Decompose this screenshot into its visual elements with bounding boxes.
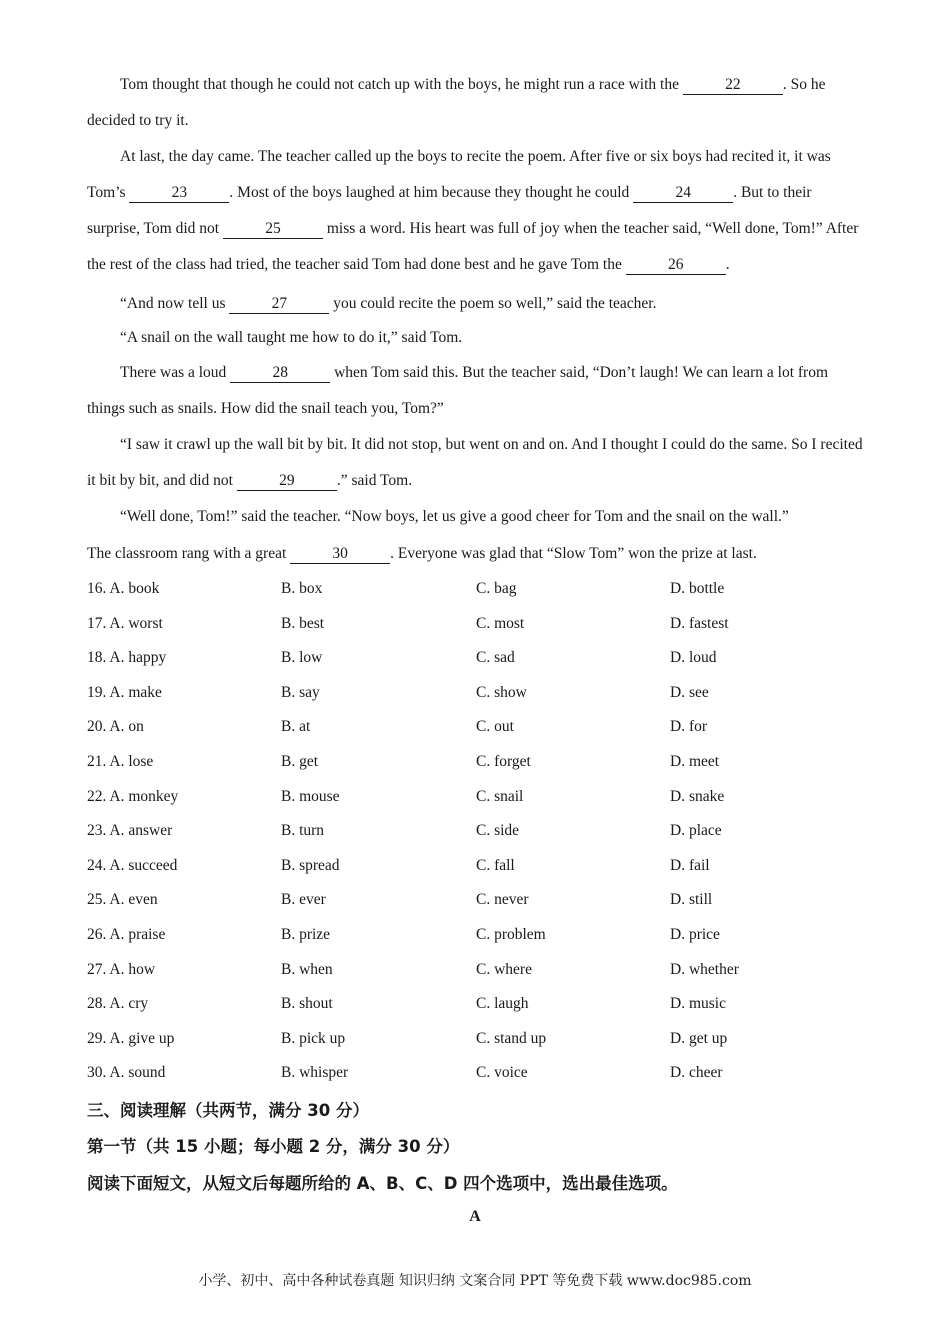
option-b: B. say [281,683,320,701]
option-row [87,1024,867,1059]
passage-paragraph-1 [87,67,867,139]
option-a: 19. A. make [87,683,162,701]
blank-24: 24 [633,184,733,203]
text: “Well done, Tom!” said the teacher. “Now boys, let us give a good cheer for Tom and the snail on the wall.” [120,508,789,525]
option-b: B. shout [281,995,333,1013]
option-c: C. stand up [476,1029,547,1047]
option-c: C. never [476,891,529,909]
option-c: C. sad [476,649,515,667]
text: There was a loud [120,364,231,381]
option-c: C. most [476,614,525,632]
option-d: D. fail [670,856,710,874]
option-c: C. voice [476,1064,528,1082]
option-row [87,782,867,817]
option-row [87,1058,867,1093]
option-row [87,574,867,609]
blank-30: 30 [290,545,390,564]
blank-26: 26 [626,256,726,275]
option-b: B. ever [281,891,326,909]
option-c: C. problem [476,925,546,943]
option-row [87,678,867,713]
option-row [87,643,867,678]
option-row [87,885,867,920]
text: “I saw it crawl up the wall bit by bit. It did not stop, but went on and on. And I thought I could do the same. So I recited it bit by bit, and did not [87,436,863,489]
option-b: B. whisper [281,1064,349,1082]
option-a: 26. A. praise [87,925,166,943]
section-instruction: 阅读下面短文，从短文后每题所给的 A、B、C、D 四个选项中，选出最佳选项。 [87,1174,678,1193]
option-c: C. out [476,718,514,736]
option-a: 23. A. answer [87,822,173,840]
option-a: 17. A. worst [87,614,163,632]
option-d: D. snake [670,787,725,805]
option-d: D. place [670,822,722,840]
option-c: C. laugh [476,995,529,1013]
text: you could recite the poem so well,” said the teacher. [329,295,657,312]
section-title: 三、阅读理解（共两节，满分 30 分） [87,1101,369,1120]
passage-paragraph-4 [87,320,867,356]
option-a: 21. A. lose [87,752,154,770]
passage-paragraph-2 [87,139,867,283]
option-a: 20. A. on [87,718,144,736]
option-d: D. still [670,891,713,909]
option-b: B. best [281,614,325,632]
option-d: D. for [670,718,708,736]
passage-paragraph-7 [87,499,867,535]
option-d: D. loud [670,649,717,667]
option-c: C. snail [476,787,524,805]
option-row [87,989,867,1024]
option-c: C. forget [476,752,531,770]
text: Tom thought that though he could not catch up with the boys, he might run a race with the [120,76,683,93]
text: when Tom said this. But the teacher said, “Don’t laugh! We can learn a lot from things such as snails. How did the snail teach you, Tom?” [87,364,829,417]
option-c: C. side [476,822,520,840]
blank-28: 28 [230,364,330,383]
option-b: B. at [281,718,311,736]
option-d: D. get up [670,1029,728,1047]
option-a: 25. A. even [87,891,158,909]
text: The classroom rang with a great [87,545,291,562]
option-row [87,955,867,990]
option-a: 16. A. book [87,580,160,597]
option-row [87,609,867,644]
option-b: B. spread [281,856,340,874]
option-b: B. turn [281,822,325,840]
option-d: D. bottle [670,580,725,597]
blank-22: 22 [683,76,783,95]
text: . But to their surprise, Tom did not [87,184,812,237]
passage-paragraph-6 [87,427,867,499]
option-c: C. show [476,683,527,701]
option-d: D. see [670,683,709,701]
passage-paragraph-8 [87,536,867,572]
blank-25: 25 [223,220,323,239]
option-d: D. fastest [670,614,729,632]
text: “And now tell us [120,295,230,312]
option-row [87,851,867,886]
option-row [87,747,867,782]
option-a: 28. A. cry [87,995,149,1013]
option-a: 22. A. monkey [87,787,179,805]
text: miss a word. His heart was full of joy when the teacher said, “Well done, Tom!” After the rest of the class had tried, the teacher said Tom had done best and he gave Tom the [87,220,859,273]
option-d: D. cheer [670,1064,723,1082]
option-d: D. meet [670,752,720,770]
option-d: D. whether [670,960,739,978]
blank-23: 23 [129,184,229,203]
passage-label: A [469,1208,481,1225]
option-a: 27. A. how [87,960,156,978]
blank-29: 29 [237,472,337,491]
option-c: C. where [476,960,532,978]
option-b: B. mouse [281,787,340,805]
option-row [87,920,867,955]
option-row [87,712,867,747]
blank-27: 27 [229,295,329,314]
text: .” said Tom. [336,472,413,489]
option-d: D. music [670,995,726,1013]
passage-paragraph-3 [87,286,867,322]
text: . [725,256,730,273]
section-subtitle: 第一节（共 15 小题；每小题 2 分，满分 30 分） [87,1137,460,1156]
option-b: B. when [281,960,333,978]
text: At last, the day came. The teacher called up the boys to recite the poem. After five or six boys had recited it, it was Tom’s [87,148,831,201]
option-b: B. box [281,580,323,597]
option-b: B. low [281,649,323,667]
option-b: B. pick up [281,1029,346,1047]
option-b: B. prize [281,925,331,943]
text: . Everyone was glad that “Slow Tom” won the prize at last. [390,545,757,562]
text: “A snail on the wall taught me how to do it,” said Tom. [120,329,463,346]
answer-options [87,574,867,1093]
option-c: C. bag [476,580,517,597]
passage-paragraph-5 [87,355,867,427]
text: . Most of the boys laughed at him because they thought he could [229,184,634,201]
option-b: B. get [281,752,319,770]
option-a: 29. A. give up [87,1029,175,1047]
option-a: 24. A. succeed [87,856,178,874]
option-a: 30. A. sound [87,1064,166,1082]
option-c: C. fall [476,856,515,874]
option-row [87,816,867,851]
option-d: D. price [670,925,720,943]
page-footer: 小学、初中、高中各种试卷真题 知识归纳 文案合同 PPT 等免费下载 www.doc985.com [198,1273,752,1289]
text: . So he decided to try it. [87,76,826,129]
option-a: 18. A. happy [87,649,167,667]
